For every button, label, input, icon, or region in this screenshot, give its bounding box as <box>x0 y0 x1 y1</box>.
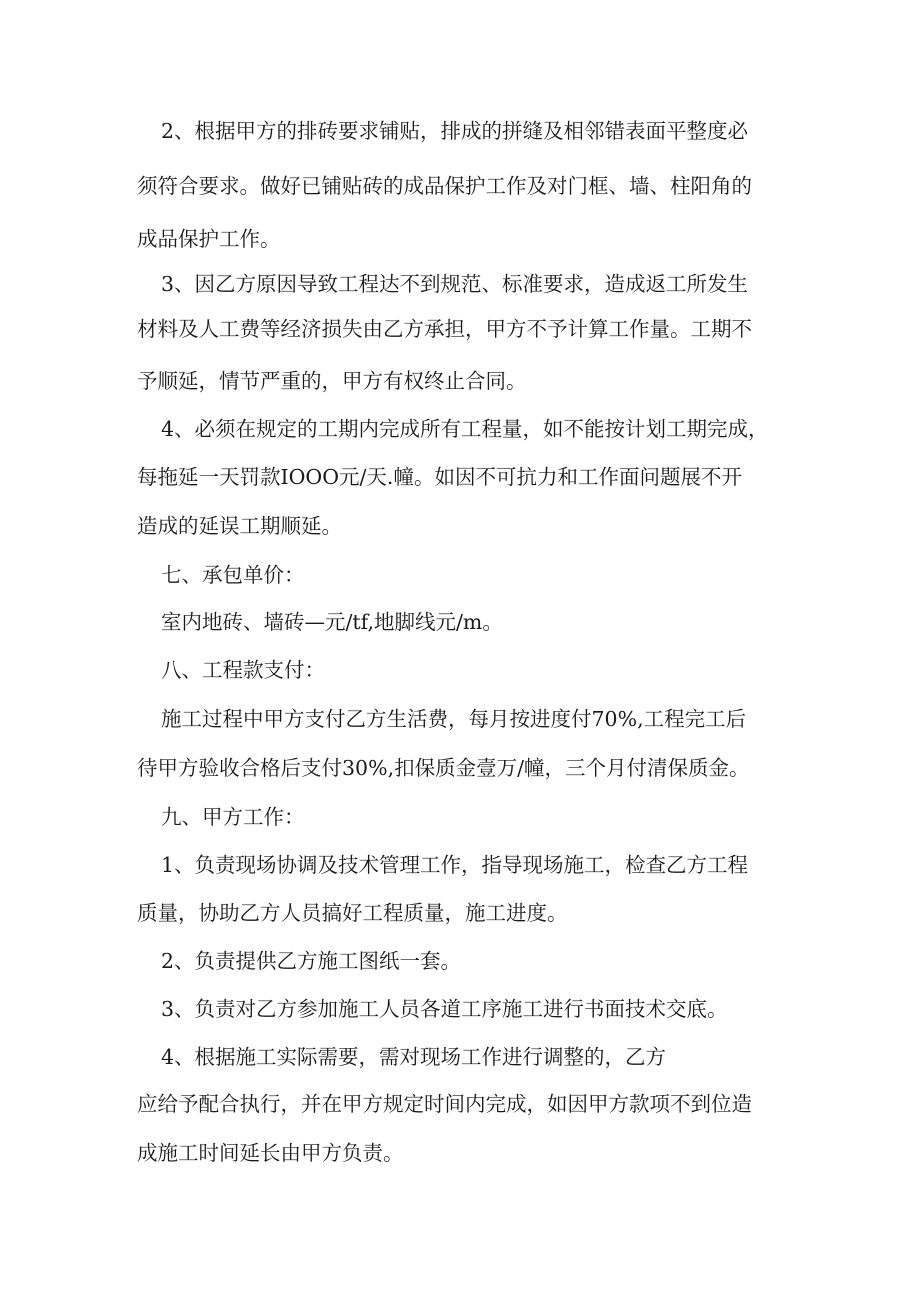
text-line: 予顺延，情节严重的，甲方有权终止合同。 <box>137 369 527 393</box>
text-line: 待甲方验收合格后支付30%,扣保质金壹万/幢，三个月付清保质金。 <box>137 756 750 780</box>
text-line: 七、承包单价： <box>161 563 305 587</box>
text-line: 2、根据甲方的排砖要求铺贴，排成的拼缝及相邻错表面平整度必 <box>161 119 749 143</box>
text-line: 2、负责提供乙方施工图纸一套。 <box>161 949 462 973</box>
text-line: 应给予配合执行，并在甲方规定时间内完成，如因甲方款项不到位造 <box>137 1092 752 1116</box>
text-line: 成施工时间延长由甲方负责。 <box>137 1141 404 1165</box>
text-line: 3、负责对乙方参加施工人员各道工序施工进行书面技术交底。 <box>161 997 728 1021</box>
text-line: 4、必须在规定的工期内完成所有工程量，如不能按计划工期完成， <box>161 417 769 441</box>
text-line: 须符合要求。做好已铺贴砖的成品保护工作及对门框、墙、柱阳角的 <box>137 174 752 198</box>
text-line: 3、因乙方原因导致工程达不到规范、标准要求，造成返工所发生 <box>161 272 749 296</box>
text-line: 1、负责现场协调及技术管理工作，指导现场施工，检查乙方工程 <box>161 853 749 877</box>
text-line: 九、甲方工作： <box>161 805 305 829</box>
text-line: 每拖延一天罚款IOOO元/天.幢。如因不可抗力和工作面问题展不开 <box>137 465 742 489</box>
text-line: 施工过程中甲方支付乙方生活费，每月按进度付70%,工程完工后 <box>161 707 747 731</box>
text-line: 质量，协助乙方人员搞好工程质量，施工进度。 <box>137 901 568 925</box>
text-line: 造成的延误工期顺延。 <box>137 514 342 538</box>
text-line: 八、工程款支付： <box>161 658 325 682</box>
text-line: 成品保护工作。 <box>137 227 281 251</box>
text-line: 室内地砖、墙砖—元/tf,地脚线元/m。 <box>161 610 503 634</box>
text-line: 4、根据施工实际需要，需对现场工作进行调整的，乙方 <box>161 1045 667 1069</box>
text-line: 材料及人工费等经济损失由乙方承担，甲方不予计算工作量。工期不 <box>137 317 752 341</box>
